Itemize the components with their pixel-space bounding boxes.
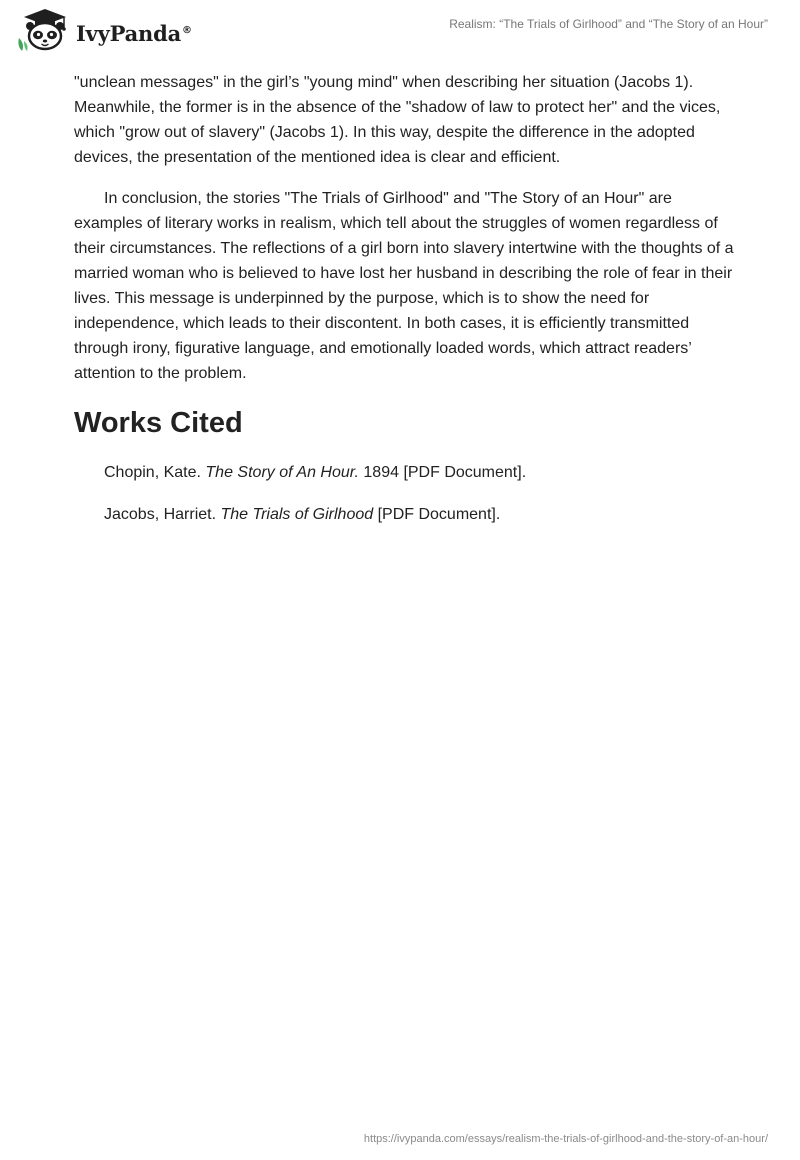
source-url-link[interactable]: https://ivypanda.com/essays/realism-the-trials-of-girlhood-and-the-story-of-an-hour/ (363, 1133, 768, 1145)
body-paragraph: "unclean messages" in the girl’s "young mind" when describing her situation (Jacobs 1). Meanwhile, the former is in the absence of the "shadow of law to protect her" and the vices, which "grow out of slavery" (Jacobs 1). In this way, despite the difference in the adopted devices, the presentation of the mentioned idea is clear and efficient. (74, 74, 721, 166)
citation-author: Chopin, Kate. (104, 464, 206, 481)
citation-title: The Story of An Hour. (205, 464, 359, 481)
works-cited-heading: Works Cited (74, 407, 243, 439)
citation-title: The Trials of Girlhood (220, 506, 374, 523)
conclusion-paragraph: In conclusion, the stories "The Trials of Girlhood" and "The Story of an Hour" are examples of literary works in realism, which tell about the struggles of women regardless of their circumstances. The reflections of a girl born into slavery intertwine with the thoughts of a married woman who is believed to have lost her husband in describing the role of fear in their lives. This message is underpinned by the purpose, which is to show the need for independence, which leads to their discontent. In both cases, it is efficiently transmitted through irony, figurative language, and emotionally loaded words, which attract readers’ attention to the problem. (74, 190, 734, 382)
citation-entry (104, 502, 734, 527)
citation-details: [PDF Document]. (373, 506, 501, 523)
essay-content (74, 70, 734, 544)
citation-author: Jacobs, Harriet. (104, 506, 221, 523)
citation-details: 1894 [PDF Document]. (358, 464, 527, 481)
panda-graduate-logo-icon (16, 8, 74, 52)
registered-mark: ® (182, 24, 192, 36)
logo-text: IvyPanda® (76, 20, 192, 46)
ivypanda-logo[interactable] (16, 8, 192, 52)
page-header (0, 0, 800, 62)
citation-entry (104, 460, 734, 485)
document-title: Realism: “The Trials of Girlhood” and “The Story of an Hour” (449, 17, 768, 31)
